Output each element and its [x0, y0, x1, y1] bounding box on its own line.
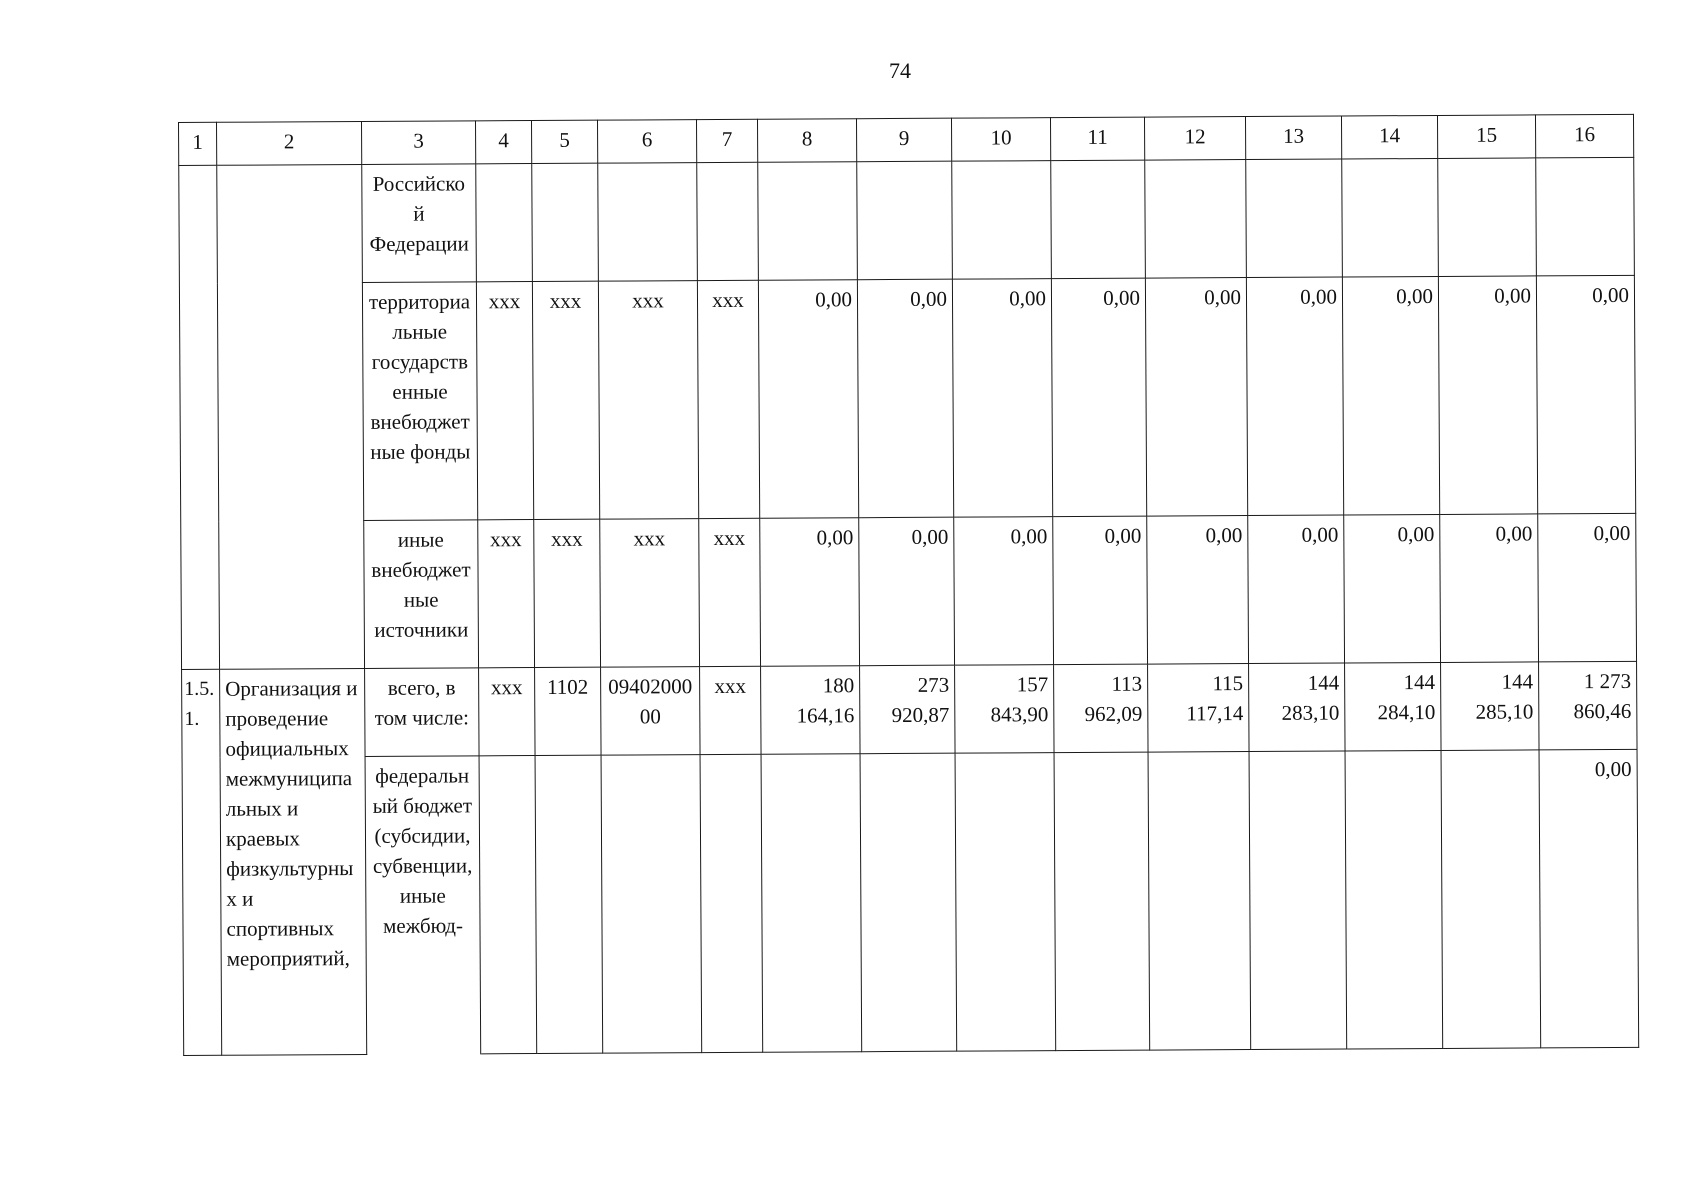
table-cell [1536, 157, 1635, 276]
table-cell [1145, 160, 1247, 279]
table-cell [1441, 750, 1541, 1049]
header-cell-12: 12 [1144, 117, 1245, 161]
header-cell-9: 9 [856, 118, 951, 162]
table-cell [700, 754, 763, 1052]
value-cell-9: 0,00 [857, 279, 953, 518]
header-cell-13: 13 [1245, 116, 1341, 160]
table-cell [535, 755, 603, 1053]
header-cell-11: 11 [1050, 117, 1144, 161]
code-cell-6: ххх [600, 519, 700, 668]
table-cell [952, 161, 1052, 280]
value-cell-8: 180 164,16 [761, 666, 860, 755]
budget-table-sheet [178, 114, 1638, 1056]
header-cell-15: 15 [1437, 115, 1535, 159]
value-cell-10: 157 843,90 [955, 665, 1054, 754]
value-cell-10: 0,00 [952, 279, 1052, 518]
table-cell [955, 753, 1056, 1052]
table-cell [476, 164, 533, 282]
header-cell-8: 8 [757, 119, 856, 163]
table-cell [1438, 158, 1537, 277]
table-cell [479, 756, 537, 1054]
table-cell [1345, 750, 1443, 1049]
code-cell-5: ххх [532, 281, 599, 519]
header-cell-4: 4 [475, 121, 531, 164]
page-number: 74 [889, 58, 911, 83]
code-cell-4: ххх [476, 282, 533, 520]
item-name-cell: Организация и проведение официальных межмуниципальных и краевых физкультурных и спортивных мероприятий, [220, 668, 367, 1055]
code-cell-5: 1102 [535, 667, 601, 755]
source-cell: Российской Федерации [362, 164, 477, 283]
value-cell-16: 0,00 [1539, 749, 1639, 1048]
source-cell: территориальные государственные внебюджетные фонды [362, 282, 477, 521]
header-cell-7: 7 [696, 119, 757, 162]
budget-table [178, 114, 1639, 1056]
value-cell-14: 0,00 [1342, 276, 1439, 515]
source-cell: всего, в том числе: [365, 668, 479, 757]
value-cell-13: 144 283,10 [1249, 663, 1345, 752]
table-cell [1342, 158, 1439, 277]
item-number-cell-prev [179, 165, 220, 669]
table-cell [1246, 159, 1343, 278]
table-cell [601, 755, 702, 1054]
code-cell-5: ххх [534, 519, 601, 667]
code-cell-7: ххх [700, 666, 761, 754]
item-number-cell: 1.5.1. [182, 669, 222, 1055]
header-cell-5: 5 [531, 120, 597, 163]
value-cell-12: 115 117,14 [1148, 664, 1249, 753]
value-cell-9: 0,00 [859, 517, 955, 666]
code-cell-4: ххх [479, 668, 535, 756]
value-cell-12: 0,00 [1147, 516, 1249, 665]
header-cell-1: 1 [179, 122, 217, 165]
value-cell-14: 0,00 [1344, 514, 1441, 663]
value-cell-11: 113 962,09 [1054, 664, 1148, 753]
table-cell [758, 162, 858, 281]
table-cell [1054, 752, 1150, 1051]
header-cell-16: 16 [1535, 114, 1633, 158]
value-cell-15: 0,00 [1440, 514, 1539, 663]
table-cell [1148, 752, 1251, 1051]
table-cell [532, 163, 599, 281]
value-cell-14: 144 284,10 [1345, 662, 1441, 751]
header-cell-2: 2 [217, 121, 362, 165]
table-cell [860, 753, 957, 1052]
code-cell-6: ххх [598, 281, 698, 520]
table-row-territorial-funds [179, 275, 1635, 521]
code-cell-7: ххх [697, 280, 759, 518]
source-cell: федеральный бюджет (субсидии, субвенции, иные межбюд- [365, 756, 481, 1055]
header-cell-3: 3 [361, 121, 475, 165]
value-cell-8: 0,00 [760, 518, 860, 667]
table-row-item-total [182, 661, 1637, 757]
source-cell: иные внебюджетные источники [364, 520, 479, 669]
table-cell [1249, 751, 1347, 1050]
value-cell-16: 1 273 860,46 [1539, 661, 1637, 750]
value-cell-9: 273 920,87 [860, 665, 955, 754]
header-cell-14: 14 [1341, 115, 1437, 159]
code-cell-4: ххх [478, 520, 535, 668]
value-cell-12: 0,00 [1145, 278, 1247, 517]
value-cell-11: 0,00 [1053, 516, 1148, 665]
table-cell [697, 162, 759, 280]
value-cell-16: 0,00 [1536, 275, 1635, 514]
header-cell-10: 10 [951, 118, 1050, 162]
table-row-rf-continuation [179, 157, 1635, 283]
value-cell-13: 0,00 [1248, 515, 1345, 664]
value-cell-13: 0,00 [1246, 277, 1343, 516]
table-cell [598, 163, 698, 282]
header-cell-6: 6 [597, 120, 696, 164]
table-row-other-sources [181, 513, 1637, 669]
value-cell-16: 0,00 [1538, 513, 1637, 662]
code-cell-7: ххх [699, 518, 761, 666]
value-cell-8: 0,00 [758, 280, 858, 519]
table-cell [1051, 160, 1146, 279]
code-cell-6: 0940200000 [601, 667, 700, 756]
value-cell-11: 0,00 [1051, 278, 1146, 517]
value-cell-15: 0,00 [1438, 276, 1537, 515]
item-name-cell-prev [217, 164, 365, 669]
table-cell [857, 161, 953, 280]
value-cell-15: 144 285,10 [1441, 662, 1539, 751]
table-cell [761, 754, 862, 1053]
table-row-federal-budget [182, 749, 1639, 1055]
value-cell-10: 0,00 [954, 517, 1054, 666]
